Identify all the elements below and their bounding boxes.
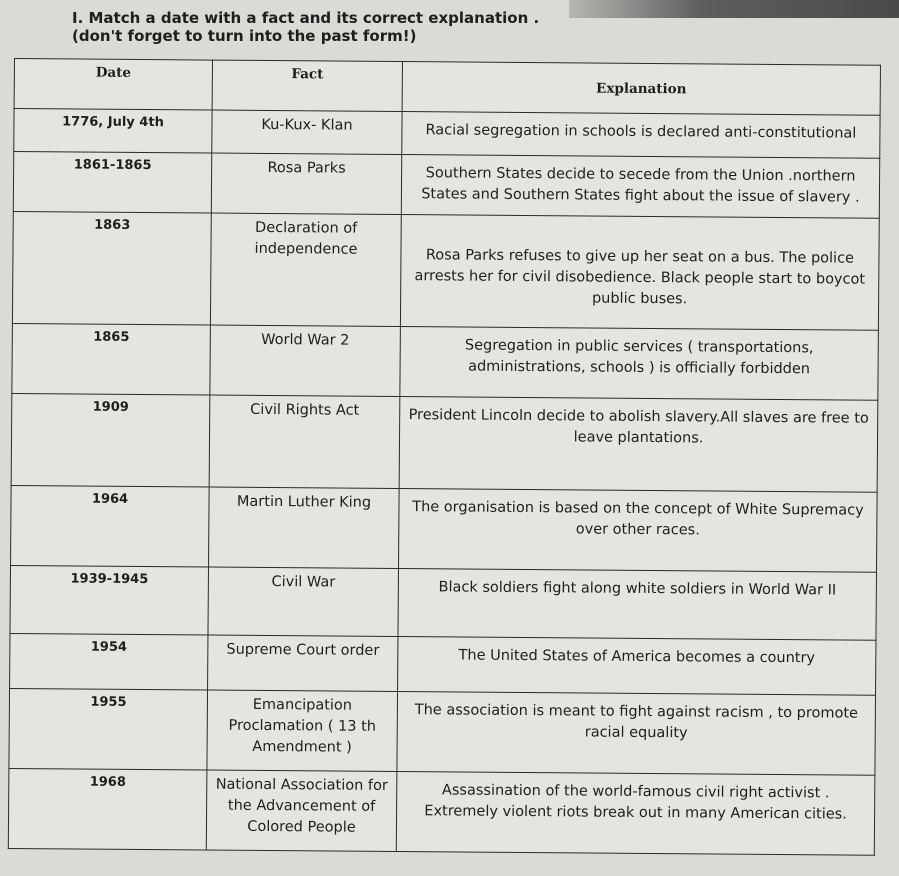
explanation-cell: Rosa Parks refuses to give up her seat on a bus. The police arrests her for civil disobedience. Black people start to boycot public buses.: [400, 215, 879, 331]
fact-cell: Emancipation Proclamation ( 13 th Amendment ): [207, 690, 398, 771]
date-cell: 1954: [10, 633, 208, 690]
explanation-cell: The association is meant to fight against racism , to promote racial equality: [397, 692, 876, 776]
date-cell: 1968: [8, 768, 207, 850]
fact-cell: Ku-Kux- Klan: [212, 110, 402, 154]
date-cell: 1939-1945: [10, 565, 209, 635]
fact-header: Fact: [212, 60, 402, 111]
matching-table: [8, 58, 881, 856]
date-cell: 1955: [9, 688, 208, 770]
explanation-cell: Black soldiers fight along white soldiers in World War II: [398, 569, 877, 641]
fact-cell: Civil War: [208, 567, 399, 636]
date-cell: 1865: [12, 323, 211, 395]
table-row: [11, 485, 878, 572]
fact-cell: National Association for the Advancement of Colored People: [206, 770, 397, 851]
exercise-subtitle: (don't forget to turn into the past form!): [72, 27, 417, 45]
table-row: [11, 393, 878, 492]
explanation-cell: The organisation is based on the concept of White Supremacy over other races.: [399, 489, 878, 573]
explanation-cell: Racial segregation in schools is declared anti-constitutional: [402, 112, 880, 159]
date-cell: 1909: [11, 393, 210, 487]
table-row: [12, 211, 879, 330]
fact-cell: Declaration of independence: [210, 213, 401, 326]
table-row: [8, 768, 875, 855]
table-row: [14, 109, 880, 159]
exercise-title: I. Match a date with a fact and its correct explanation .: [72, 9, 540, 27]
explanation-cell: Assassination of the world-famous civil right activist . Extremely violent riots break out in many American cities.: [396, 772, 875, 856]
date-cell: 1863: [12, 211, 211, 325]
explanation-cell: President Lincoln decide to abolish slavery.All slaves are free to leave plantations.: [399, 397, 878, 493]
date-cell: 1776, July 4th: [14, 109, 212, 154]
explanation-cell: The United States of America becomes a country: [398, 637, 876, 696]
table-row: [12, 323, 879, 400]
explanation-header: Explanation: [402, 62, 880, 116]
table-row: [13, 152, 879, 219]
fact-cell: Civil Rights Act: [209, 395, 400, 488]
photo-background-corner: [569, 0, 899, 18]
table-row: [10, 565, 877, 640]
table-row: [10, 633, 876, 695]
explanation-cell: Southern States decide to secede from the Union .northern States and Southern States fight about the issue of slavery .: [401, 155, 879, 219]
fact-cell: Supreme Court order: [208, 635, 398, 691]
date-cell: 1964: [11, 485, 210, 567]
fact-cell: World War 2: [210, 325, 401, 396]
table-row: [9, 688, 876, 775]
fact-cell: Rosa Parks: [211, 153, 401, 214]
date-cell: 1861-1865: [13, 152, 211, 214]
fact-cell: Martin Luther King: [209, 487, 400, 568]
header-row: [14, 59, 880, 116]
date-header: Date: [14, 59, 212, 111]
explanation-cell: Segregation in public services ( transportations, administrations, schools ) is officially forbidden: [400, 327, 879, 401]
